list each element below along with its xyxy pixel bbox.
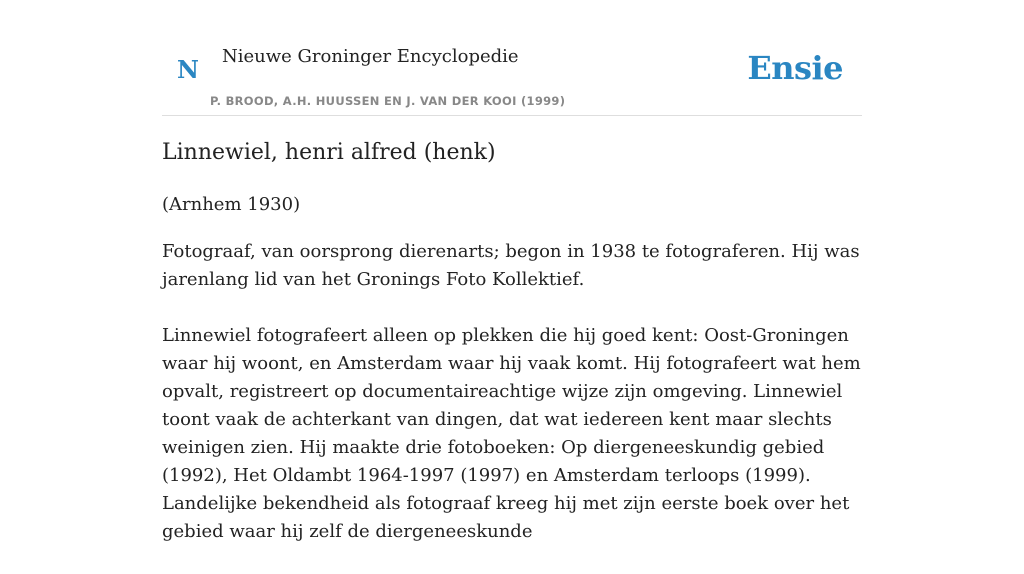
entry-paragraph: Fotograaf, van oorsprong dierenarts; begon in 1938 te fotograferen. Hij was jarenlang lid van het Gronings Foto Kollektief. xyxy=(162,241,860,290)
entry-body xyxy=(162,238,862,574)
entry-subtitle: (Arnhem 1930) xyxy=(162,194,301,215)
book-authors: P. BROOD, A.H. HUUSSEN EN J. VAN DER KOOI (1999) xyxy=(210,94,566,108)
entry-paragraph: Linnewiel fotografeert alleen op plekken die hij goed kent: Oost-Groningen waar hij woont, en Amsterdam waar hij vaak komt. Hij fotografeert wat hem opvalt, registreert op documentaireachtige wijze zijn omgeving. Linnewiel toont vaak de achterkant van dingen, dat wat iedereen kent maar slechts weinigen zien. Hij maakte drie fotoboeken: Op diergeneeskundig gebied (1992), Het Oldambt 1964-1997 (1997) en Amsterdam terloops (1999). Landelijke bekendheid als fotograaf kreeg hij met zijn eerste boek over het gebied waar hij zelf de diergeneeskunde xyxy=(162,325,861,542)
book-title-link[interactable]: Nieuwe Groninger Encyclopedie xyxy=(222,46,519,67)
entry-title: Linnewiel, henri alfred (henk) xyxy=(162,140,496,165)
header xyxy=(162,0,862,116)
ensie-logo-link[interactable]: Ensie xyxy=(747,49,843,87)
book-logo-icon[interactable]: N xyxy=(177,55,199,84)
page xyxy=(162,0,862,542)
